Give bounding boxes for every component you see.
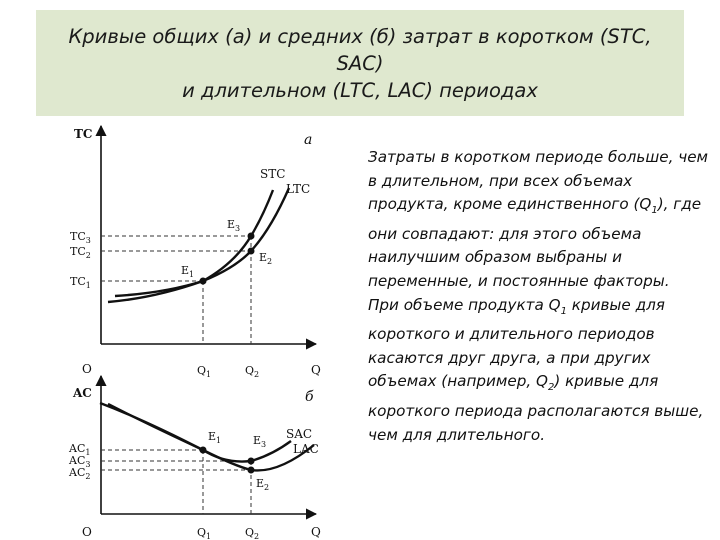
label-e2-bottom: $E_2$ <box>256 477 270 492</box>
tick-tc2: $TC_2$ <box>70 245 91 260</box>
tick-tc3: $TC_3$ <box>70 230 91 245</box>
ac-origin-label: O <box>82 525 92 539</box>
point-e3-bottom <box>248 458 255 465</box>
label-e1-top: $E_1$ <box>181 264 195 279</box>
label-e3-top: $E_3$ <box>227 218 241 233</box>
ac-panel-label: б <box>305 389 314 405</box>
cost-curves-diagram <box>60 118 330 540</box>
tick-ac3: $AC_3$ <box>69 454 91 469</box>
point-e1-bottom <box>200 447 207 454</box>
point-e2-bottom <box>248 467 255 474</box>
diagram-total-costs <box>70 126 321 379</box>
tick-q2-bottom: $Q_2$ <box>245 526 260 540</box>
ltc-label: LTC <box>286 182 311 196</box>
tick-q1-top: $Q_1$ <box>197 364 212 379</box>
lac-label: LAC <box>293 442 319 456</box>
sac-label: SAC <box>286 427 313 441</box>
description-paragraph-1: Затраты в коротком периоде больше, чем в длительном, при всех объемах продукта, кроме единственного $(Q_1)$, где они совпадают: для этого объема наилучшим образом выбраны и переменные, и постоянные факторы. <box>368 148 709 290</box>
title-line-2: SAC) <box>336 51 384 75</box>
stc-label: STC <box>260 167 286 181</box>
label-e1-bottom: $E_1$ <box>208 430 222 445</box>
tc-x-axis-label: Q <box>311 363 321 377</box>
point-e2-top <box>248 248 255 255</box>
label-e3-bottom: $E_3$ <box>253 434 267 449</box>
tick-tc1: $TC_1$ <box>70 275 91 290</box>
tick-ac2: $AC_2$ <box>69 466 91 481</box>
title-box <box>36 10 684 116</box>
label-e2-top: $E_2$ <box>259 251 273 266</box>
point-e3-top <box>248 233 255 240</box>
stc-curve <box>108 190 273 302</box>
tick-q2-top: $Q_2$ <box>245 364 260 379</box>
title-line-3: и длительном (LTC, LAC) периодах <box>182 78 538 102</box>
tick-ac1: $AC_1$ <box>69 442 91 457</box>
description-text <box>368 146 708 447</box>
tc-axis-label: TC <box>74 127 93 141</box>
sac-curve <box>100 403 291 462</box>
tick-q1-bottom: $Q_1$ <box>197 526 212 540</box>
point-e1-top <box>200 278 207 285</box>
ac-axis-label: AC <box>73 386 92 400</box>
description-paragraph-2: При объеме продукта $Q_1$ кривые для короткого и длительного периодов касаются друг друга, а при других объемах (например, $Q_2$) кривые для короткого периода располагаются выше, чем для длительного. <box>368 295 704 444</box>
ac-x-axis-label: Q <box>311 525 321 539</box>
tc-origin-label: O <box>82 362 92 376</box>
title-line-1: Кривые общих (а) и средних (б) затрат в коротком (STC, <box>68 24 652 48</box>
diagram-average-costs <box>68 376 321 540</box>
tc-panel-label: а <box>304 132 313 148</box>
